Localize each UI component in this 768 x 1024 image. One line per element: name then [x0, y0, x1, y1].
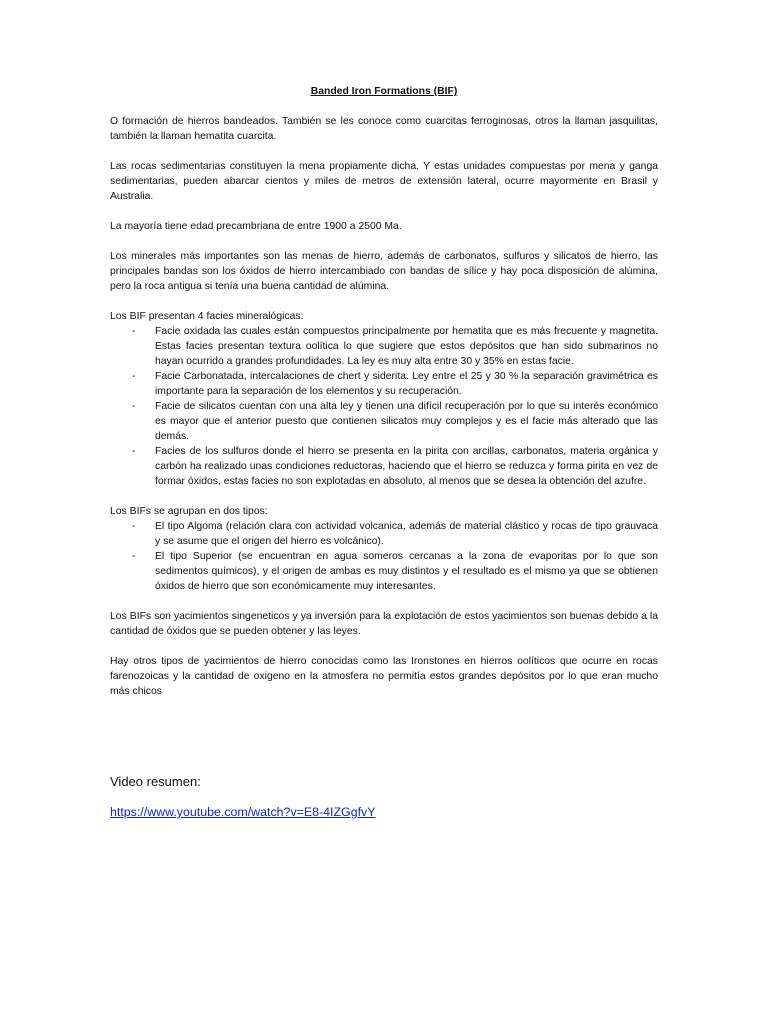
list-dash: - — [132, 326, 136, 337]
list-item — [110, 369, 658, 399]
list-item — [110, 324, 658, 369]
list-dash: - — [132, 371, 136, 382]
tipos-intro: Los BIFs se agrupan en dos tipos: — [110, 506, 268, 517]
list-dash: - — [132, 551, 136, 562]
tipo-algoma-text: El tipo Algoma (relación clara con actividad volcanica, además de material clástico y rocas de tipo grauvaca y se asume que el origen del hierro es volcánico). — [155, 521, 658, 547]
singeneticos-paragraph: Los BIFs son yacimientos singeneticos y ya inversión para la explotación de estos yacimientos son buenas debido a la cantidad de óxidos que se pueden obtener y las leyes. — [110, 611, 658, 637]
facie-carbonatada-text: Facie Carbonatada, intercalaciones de chert y siderita. Ley entre el 25 y 30 % la separación gravimétrica es importante para la separación de los elementos y su recuperación. — [155, 371, 658, 397]
video-link[interactable]: https://www.youtube.com/watch?v=E8-4IZGgfvY — [110, 805, 376, 819]
facie-silicatos-text: Facie de silicatos cuentan con una alta ley y tienen una difícil recuperación por lo que su interés económico es mayor que el anterior puesto que contienen silicatos muy complejos y es el facie más alterado que las demás. — [155, 401, 658, 442]
facie-oxidada-text: Facie oxidada las cuales están compuestos principalmente por hematita que es más frecuente y magnetita. Estas facies presentan textura oolítica lo que sugiere que estos depósitos que han sido submarinos no hayan ocurrido a grandes profundidades. La ley es muy alta entre 30 y 35% en estas facie. — [155, 326, 658, 367]
rocas-paragraph: Las rocas sedimentarias constituyen la mena propiamente dicha. Y estas unidades compuestas por mena y ganga sedimentarias, pueden abarcar cientos y miles de metros de extensión lateral, ocurre mayormente en Brasil y Australia. — [110, 161, 658, 202]
tipos-list — [110, 519, 658, 594]
facies-intro: Los BIF presentan 4 facies mineralógicas: — [110, 311, 304, 322]
document-page — [110, 84, 658, 821]
list-item — [110, 444, 658, 489]
list-dash: - — [132, 401, 136, 412]
document-title: Banded Iron Formations (BIF) — [310, 86, 458, 97]
list-item — [110, 399, 658, 444]
list-item — [110, 519, 658, 549]
minerales-paragraph: Los minerales más importantes son las menas de hierro, además de carbonatos, sulfuros y silicatos de hierro, las principales bandas son los óxidos de hierro intercambiado con bandas de sílice y hay poca disposición de alúmina, pero la roca antigua si tenía una buena cantidad de alúmina. — [110, 251, 658, 292]
list-dash: - — [132, 521, 136, 532]
facies-list — [110, 324, 658, 489]
list-item — [110, 549, 658, 594]
video-heading: Video resumen: — [110, 774, 201, 789]
tipo-superior-text: El tipo Superior (se encuentran en agua someros cercanas a la zona de evaporitas por lo que son sedimentos químicos), y el origen de ambas es muy distintos y el resultado es el mismo ya que se obtienen óxidos de hierro que son económicamente muy interesantes. — [155, 551, 658, 592]
ironstones-paragraph: Hay otros tipos de yacimientos de hierro conocidas como las Ironstones en hierros oolíticos que ocurre en rocas farenozoicas y la cantidad de oxigeno en la atmosfera no permitía estos grandes depósitos por lo que eran mucho más chicos — [110, 656, 658, 697]
edad-paragraph: La mayoría tiene edad precambriana de entre 1900 a 2500 Ma. — [110, 221, 402, 232]
facie-sulfuros-text: Facies de los sulfuros donde el hierro se presenta en la pirita con arcillas, carbonatos, materia orgánica y carbón ha realizado unas condiciones reductoras, haciendo que el hierro se reduzca y forma pirita en vez de formar óxidos, estas facies no son explotadas en absoluto, al menos que se desea la obtención del azufre. — [155, 446, 658, 487]
intro-paragraph: O formación de hierros bandeados. También se les conoce como cuarcitas ferroginosas, otros la llaman jasquilitas, también la llaman hematita cuarcita. — [110, 116, 658, 142]
list-dash: - — [132, 446, 136, 457]
